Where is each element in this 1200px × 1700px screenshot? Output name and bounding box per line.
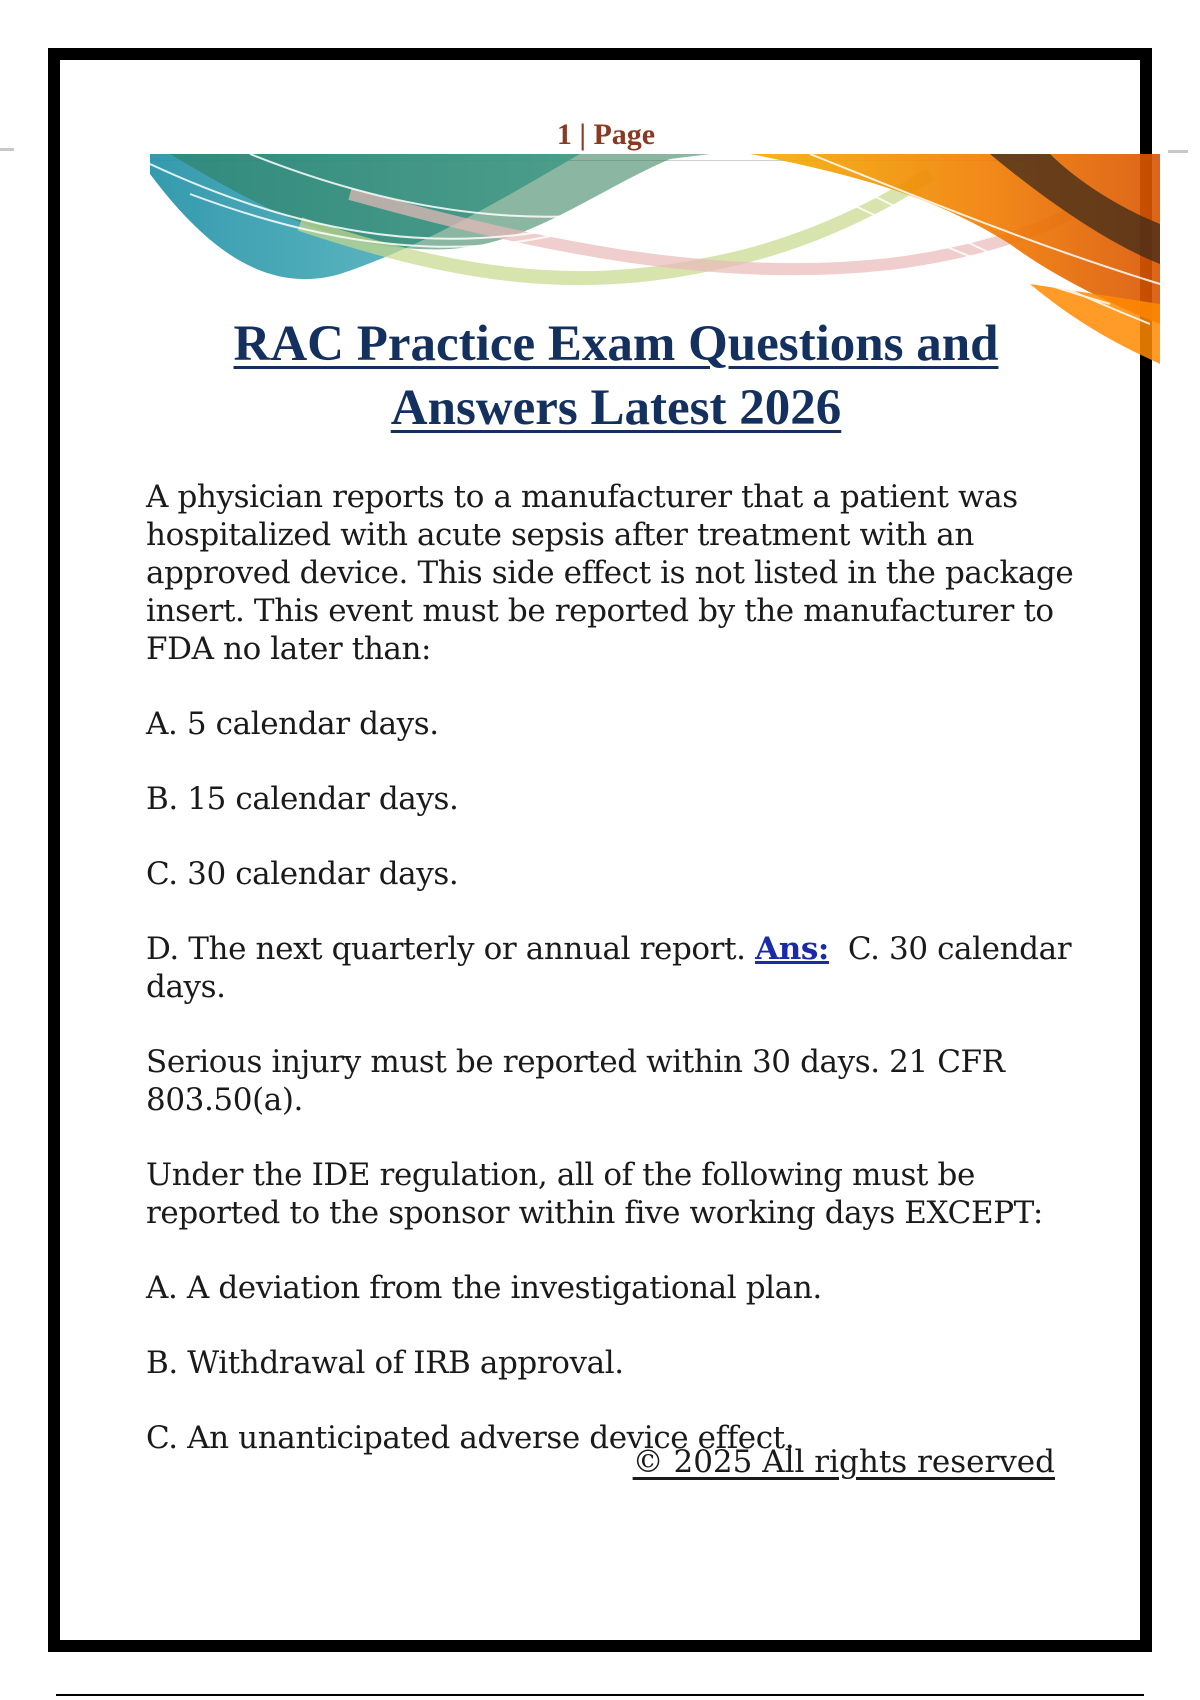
page-number-header: 1 | Page	[150, 118, 1062, 161]
copyright-footer: © 2025 All rights reserved	[632, 1444, 1055, 1480]
question-1-stem: A physician reports to a manufacturer that a patient was hospitalized with acute sepsis after treatment with an approved device. This side effect is not listed in the package insert. This event must be reported by the manufacturer to FDA no later than:	[146, 479, 1074, 667]
title-line-1: RAC Practice Exam Questions and	[233, 316, 999, 372]
question-1-answer: C. 30 calendar days.	[146, 931, 1072, 1005]
page-frame	[48, 48, 1152, 1652]
question-1-option-c: C. 30 calendar days.	[146, 856, 459, 892]
stray-mark-left	[0, 148, 14, 151]
question-1-option-d-with-answer	[146, 930, 1106, 1006]
decorative-banner	[150, 154, 1160, 334]
document-title	[140, 312, 1092, 440]
answer-link[interactable]: Ans:	[755, 931, 829, 967]
question-1-explanation: Serious injury must be reported within 30 days. 21 CFR 803.50(a).	[146, 1044, 1005, 1118]
question-2-stem: Under the IDE regulation, all of the following must be reported to the sponsor within five working days EXCEPT:	[146, 1157, 1043, 1231]
question-1-option-d: D. The next quarterly or annual report.	[146, 931, 746, 967]
document-body	[146, 478, 1106, 1494]
question-1-option-a: A. 5 calendar days.	[146, 706, 439, 742]
question-2-option-c: C. An unanticipated adverse device effect.	[146, 1420, 795, 1456]
bottom-divider	[56, 1694, 1144, 1696]
question-2-option-b: B. Withdrawal of IRB approval.	[146, 1345, 624, 1381]
title-line-2: Answers Latest 2026	[390, 380, 842, 436]
question-1-option-b: B. 15 calendar days.	[146, 781, 459, 817]
stray-mark-right	[1168, 150, 1188, 153]
question-2-option-a: A. A deviation from the investigational plan.	[146, 1270, 822, 1306]
